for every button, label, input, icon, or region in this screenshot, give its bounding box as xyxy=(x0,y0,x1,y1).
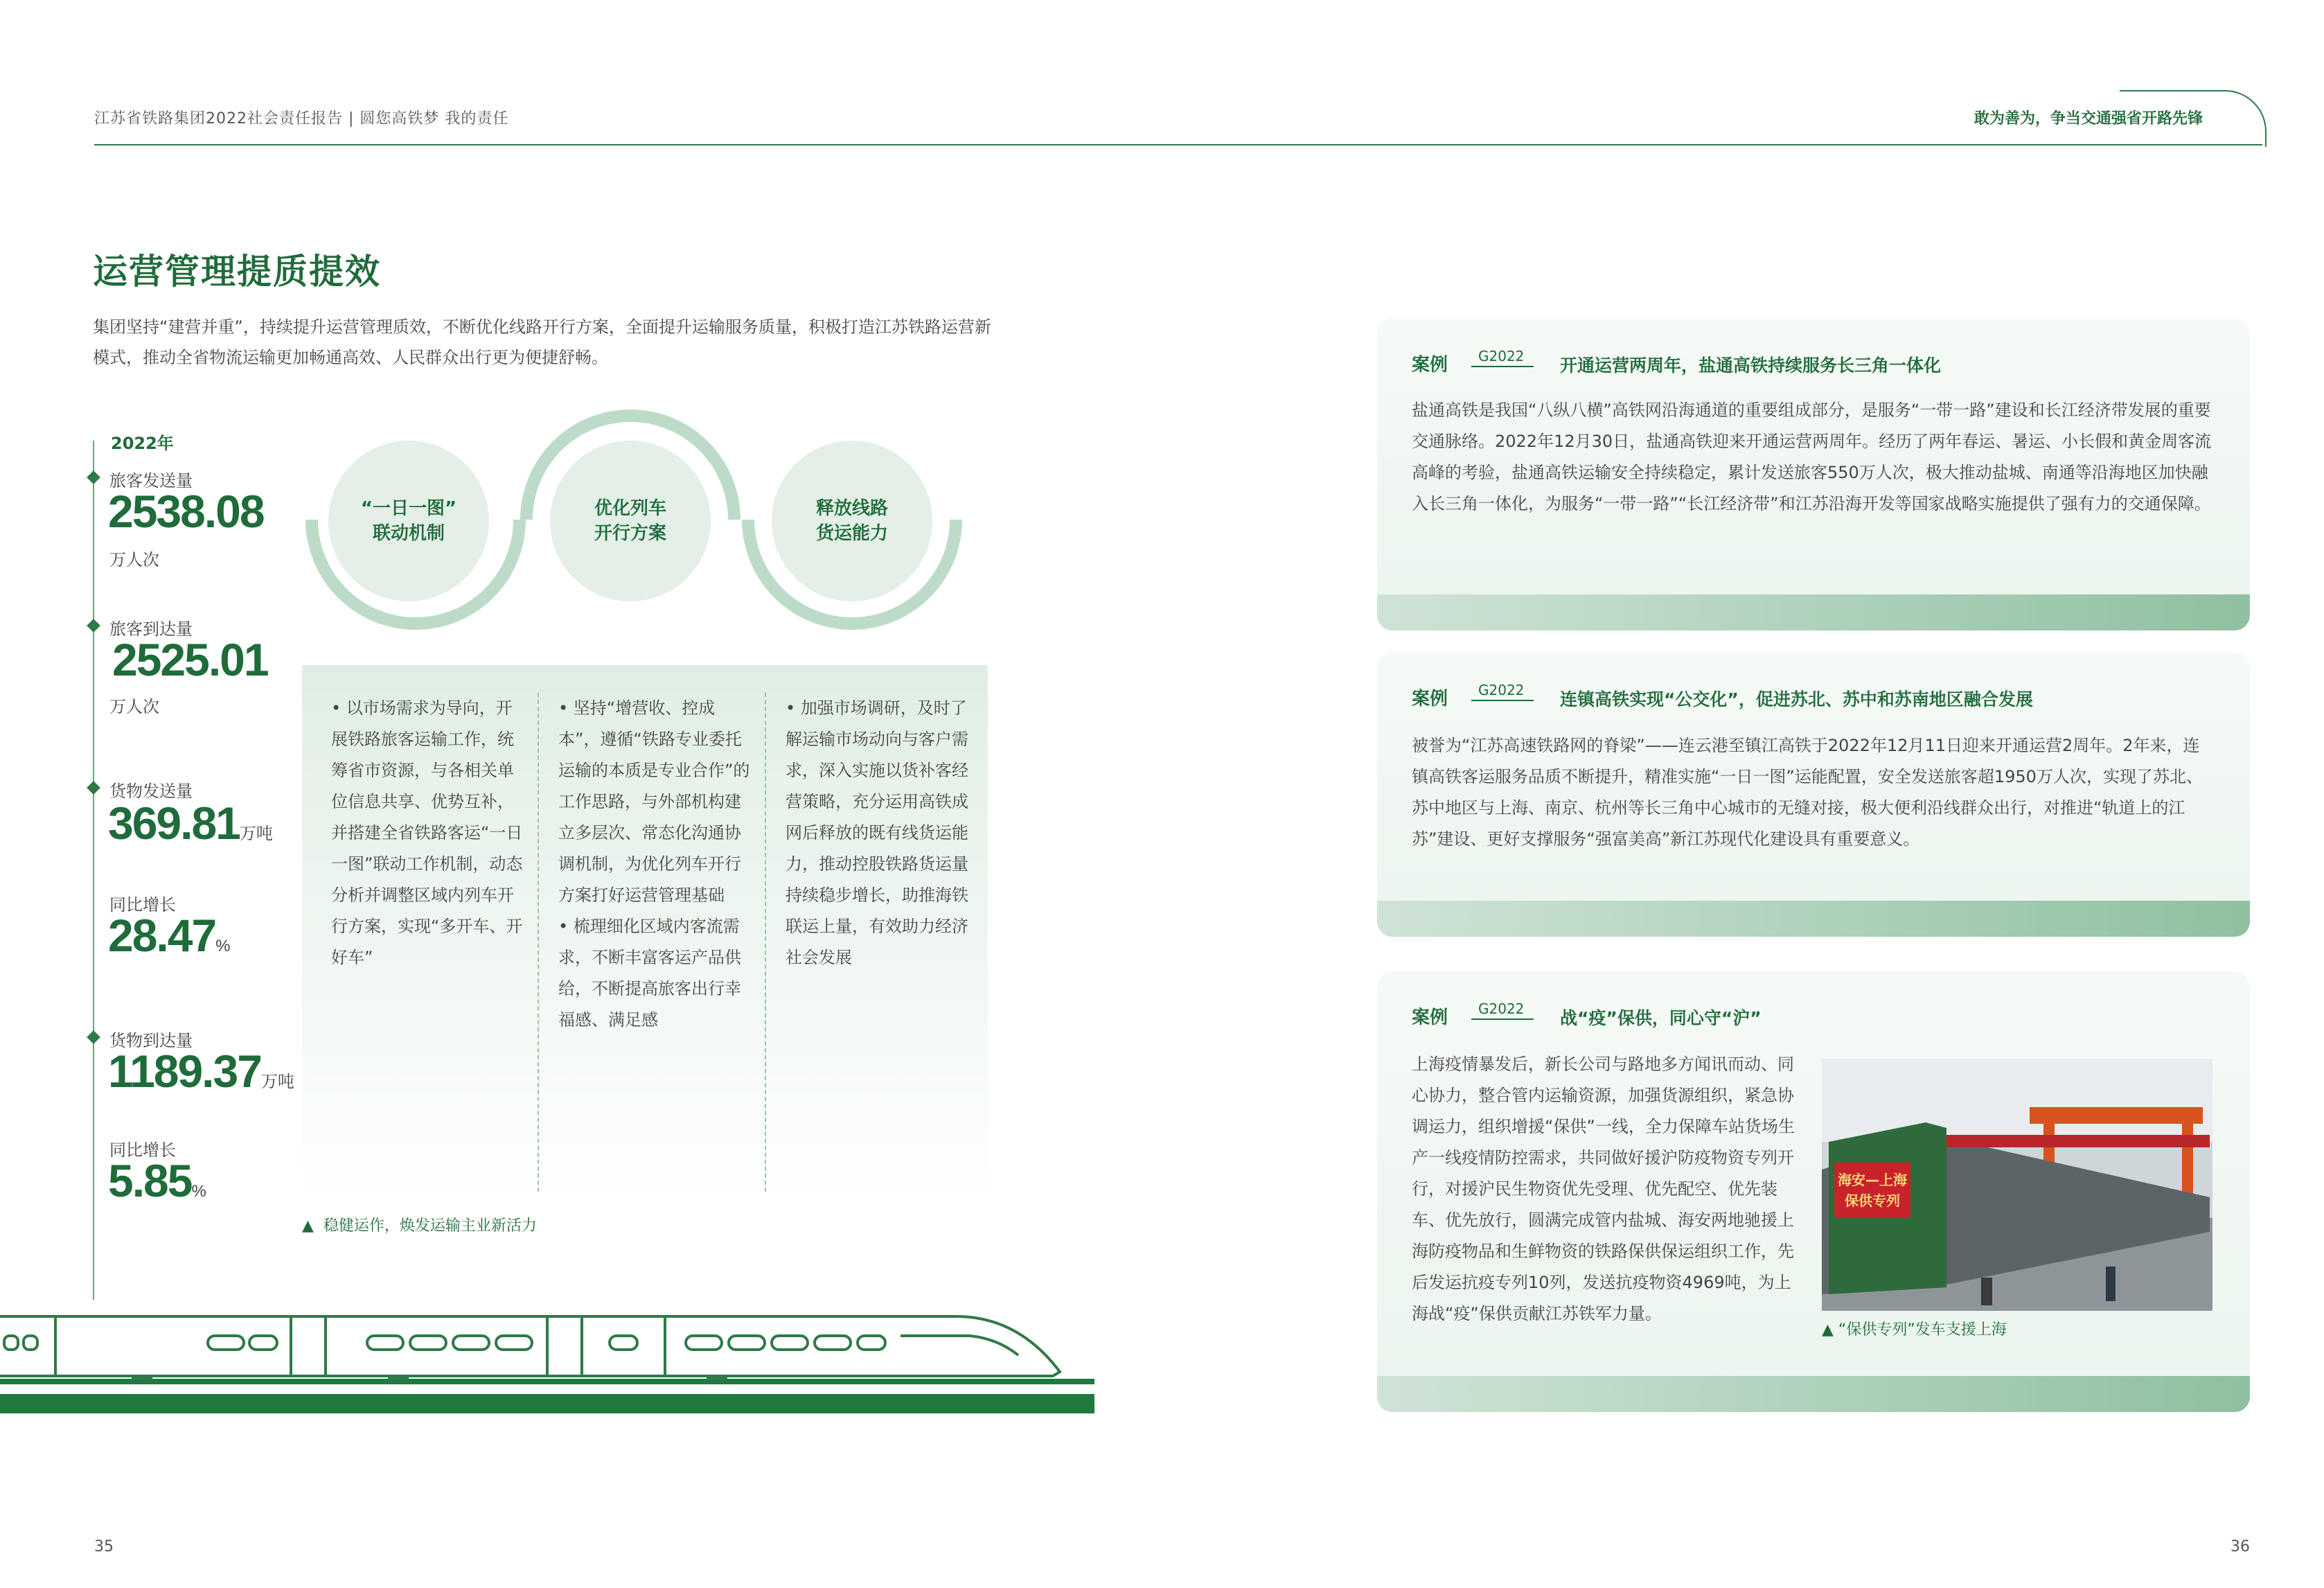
card-footer-bar xyxy=(1377,901,2250,937)
stat-value xyxy=(108,1154,206,1207)
stat-unit: 万吨 xyxy=(260,1073,294,1091)
stat-value: 2538.08 xyxy=(108,486,264,537)
page-number-left: 35 xyxy=(94,1538,114,1555)
column-divider xyxy=(765,693,766,1192)
section-title: 运营管理提质提效 xyxy=(93,252,381,292)
circle-label: 释放线路 货运能力 xyxy=(815,498,888,544)
case-title: 战“疫”保供，同心守“沪” xyxy=(1560,1008,1762,1028)
measure-text: • 加强市场调研，及时了解运输市场动向与客户需求，深入实施以货补客经营策略，充分运用高铁成网后释放的既有线货运能力，推动控股铁路货运量持续稳步增长，助推海铁联运上量，有效助力经济社会发展 xyxy=(786,698,968,967)
train-photo-illustration xyxy=(1822,1059,2212,1311)
stat-label: 货物到达量 xyxy=(109,1031,193,1050)
case-body: 上海疫情暴发后，新长公司与路地多方闻讯而动、同心协力，整合管内运输资源，加强货源组织，紧急协调运力，组织增援“保供”一线，全力保障车站货场生产一线疫情防控需求，共同做好援沪防疫物资专列开行，对援沪民生物资优先受理、优先配空、优先装车、优先放行，圆满完成管内盐城、海安两地驰援上海防疫物品和生鲜物资的铁路保供保运组织工作，先后发运抗疫专列10列，发送抗疫物资4969吨，为上海战“疫”保供贡献江苏铁军力量。 xyxy=(1412,1055,1795,1323)
column-divider xyxy=(538,693,539,1192)
panel-caption-text: 稳健运作，焕发运输主业新活力 xyxy=(323,1217,537,1235)
stat-marker xyxy=(87,781,100,795)
case-card-2 xyxy=(1377,653,2250,937)
stat-number: 369.81 xyxy=(108,797,240,849)
card-footer-bar xyxy=(1377,594,2250,630)
stat-number: 5.85 xyxy=(108,1155,192,1206)
circle-feature-2 xyxy=(550,441,711,601)
case-title: 连镇高铁实现“公交化”，促进苏北、苏中和苏南地区融合发展 xyxy=(1560,689,2033,709)
case-body: 盐通高铁是我国“八纵八横”高铁网沿海通道的重要组成部分，是服务“一带一路”建设和长江经济带发展的重要交通脉络。2022年12月30日，盐通高铁迎来开通运营两周年。经历了两年春运、暑运、小长假和黄金周客流高峰的考验，盐通高铁运输安全持续稳定，累计发送旅客550万人次，极大推动盐城、南通等沿海地区加快融入长三角一体化，为服务“一带一路”“长江经济带”和江苏沿海开发等国家战略实施提供了强有力的交通保障。 xyxy=(1412,400,2212,513)
circle-feature-1 xyxy=(328,441,489,601)
triangle-icon: ▲ xyxy=(1822,1321,1834,1339)
stat-value: 2525.01 xyxy=(112,634,268,685)
case-card-3 xyxy=(1377,971,2250,1412)
photo-sign-line-2: 保供专列 xyxy=(1845,1192,1900,1209)
stat-marker xyxy=(87,619,100,633)
case-label: 案例 xyxy=(1412,1007,1448,1028)
case-title: 开通运营两周年，盐通高铁持续服务长三角一体化 xyxy=(1560,355,1942,376)
triangle-icon: ▲ xyxy=(302,1217,314,1235)
stat-value xyxy=(108,1045,294,1097)
panel-caption xyxy=(302,1214,537,1235)
stats-timeline-line xyxy=(93,441,94,1300)
stat-label: 旅客发送量 xyxy=(109,471,193,491)
case-label: 案例 xyxy=(1412,355,1448,376)
stat-value xyxy=(108,797,273,849)
stat-unit: 万人次 xyxy=(109,697,159,716)
photo-caption xyxy=(1822,1318,2007,1339)
measures-column-3 xyxy=(786,693,979,973)
train-illustration xyxy=(0,1289,1101,1420)
report-header-title: 江苏省铁路集团2022社会责任报告 | 圆您高铁梦 我的责任 xyxy=(94,110,509,127)
circle-feature-3 xyxy=(772,441,932,601)
circle-label: 优化列车 开行方案 xyxy=(594,498,666,544)
case-body: 被誉为“江苏高速铁路网的脊梁”——连云港至镇江高铁于2022年12月11日迎来开通运营2周年。2年来，连镇高铁客运服务品质不断提升，精准实施“一日一图”运能配置，安全发送旅客超1950万人次，实现了苏北、苏中地区与上海、南京、杭州等长三角中心城市的无缝对接，极大便利沿线群众出行，对推进“轨道上的江苏”建设、更好支撑服务“强富美高”新江苏现代化建设具有重要意义。 xyxy=(1412,736,2203,849)
report-header-slogan: 敢为善为，争当交通强省开路先锋 xyxy=(1974,110,2203,127)
circle-label: “一日一图” 联动机制 xyxy=(360,498,457,544)
stat-unit: % xyxy=(215,937,231,955)
measure-text: • 坚持“增营收、控成本”，遵循“铁路专业委托运输的本质是专业合作”的工作思路，与外部机构建立多层次、常态化沟通协调机制，为优化列车开行方案打好运营管理基础 xyxy=(558,698,750,905)
measure-text: • 以市场需求为导向，开展铁路旅客运输工作，统筹省市资源，与各相关单位信息共享、优势互补，并搭建全省铁路客运“一日一图”联动工作机制，动态分析并调整区域内列车开行方案，实现“多开车、开好车” xyxy=(331,698,523,967)
stat-label: 货物发送量 xyxy=(109,782,193,801)
page-number-right: 36 xyxy=(2230,1538,2250,1555)
train-photo xyxy=(1822,1059,2212,1311)
g2022-tag: G2022 xyxy=(1471,348,1534,367)
case-card-1 xyxy=(1377,319,2250,630)
g2022-tag: G2022 xyxy=(1471,1000,1534,1020)
measure-text: • 梳理细化区域内客流需求，不断丰富客运产品供给，不断提高旅客出行幸福感、满足感 xyxy=(558,917,741,1030)
stat-number: 1189.37 xyxy=(108,1046,261,1097)
stat-number: 28.47 xyxy=(108,910,216,961)
measures-column-1 xyxy=(331,693,525,973)
stat-unit: % xyxy=(191,1182,206,1201)
stat-unit: 万吨 xyxy=(239,824,273,843)
case-label: 案例 xyxy=(1412,689,1448,709)
measures-column-2 xyxy=(558,693,752,1036)
stat-marker xyxy=(87,1030,100,1044)
card-footer-bar xyxy=(1377,1376,2250,1412)
stat-label: 同比增长 xyxy=(109,895,176,915)
header-arc-decoration xyxy=(2120,90,2267,147)
g2022-tag: G2022 xyxy=(1471,682,1534,701)
stats-year: 2022年 xyxy=(111,434,174,453)
stat-value xyxy=(108,909,231,962)
photo-sign-line-1: 海安—上海 xyxy=(1838,1172,1907,1188)
header-divider xyxy=(94,144,2262,145)
stat-unit: 万人次 xyxy=(109,550,159,570)
stat-marker xyxy=(87,470,100,484)
photo-caption-text: “保供专列”发车支援上海 xyxy=(1838,1321,2007,1339)
section-intro: 集团坚持“建营并重”，持续提升运营管理质效，不断优化线路开行方案，全面提升运输服务质量，积极打造江苏铁路运营新模式，推动全省物流运输更加畅通高效、人民群众出行更为便捷舒畅。 xyxy=(93,317,991,367)
stat-label: 旅客到达量 xyxy=(109,619,193,639)
stat-label: 同比增长 xyxy=(109,1140,176,1160)
